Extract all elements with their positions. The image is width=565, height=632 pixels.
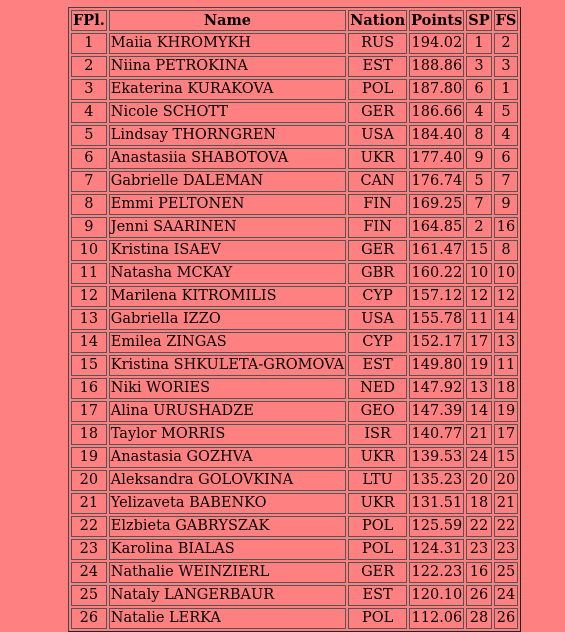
cell-points: 155.78 — [409, 309, 464, 330]
cell-nation: GER — [348, 562, 407, 583]
cell-name: Niina PETROKINA — [109, 56, 346, 77]
cell-points: 131.51 — [409, 493, 464, 514]
table-row — [71, 355, 518, 376]
cell-place: 5 — [71, 125, 107, 146]
table-row — [71, 217, 518, 238]
cell-place: 19 — [71, 447, 107, 468]
cell-sp: 11 — [466, 309, 491, 330]
cell-points: 124.31 — [409, 539, 464, 560]
header-fs: FS — [495, 12, 517, 29]
cell-place: 9 — [71, 217, 107, 238]
cell-fs: 14 — [494, 309, 519, 330]
cell-points: 152.17 — [409, 332, 464, 353]
table-row — [71, 401, 518, 422]
cell-points: 125.59 — [409, 516, 464, 537]
cell-fs: 15 — [494, 447, 519, 468]
cell-place: 7 — [71, 171, 107, 192]
header-name: Name — [109, 10, 346, 31]
table-row — [71, 332, 518, 353]
cell-nation: GBR — [348, 263, 407, 284]
cell-name: Gabriella IZZO — [109, 309, 346, 330]
cell-fs: 8 — [494, 240, 519, 261]
cell-place: 22 — [71, 516, 107, 537]
cell-place: 2 — [71, 56, 107, 77]
cell-fs: 6 — [494, 148, 519, 169]
cell-nation: POL — [348, 608, 407, 629]
cell-points: 122.23 — [409, 562, 464, 583]
cell-points: 160.22 — [409, 263, 464, 284]
cell-fs: 7 — [494, 171, 519, 192]
cell-fs: 2 — [494, 33, 519, 54]
cell-fs: 9 — [494, 194, 519, 215]
cell-nation: ISR — [348, 424, 407, 445]
cell-fs: 1 — [494, 79, 519, 100]
cell-place: 1 — [71, 33, 107, 54]
cell-nation: EST — [348, 56, 407, 77]
table-row — [71, 194, 518, 215]
cell-place: 10 — [71, 240, 107, 261]
cell-sp: 5 — [466, 171, 491, 192]
table-row — [71, 585, 518, 606]
cell-points: 194.02 — [409, 33, 464, 54]
cell-sp: 15 — [466, 240, 491, 261]
cell-name: Kristina ISAEV — [109, 240, 346, 261]
header-sp: SP — [468, 12, 490, 29]
cell-fs: 5 — [494, 102, 519, 123]
cell-place: 23 — [71, 539, 107, 560]
cell-sp: 28 — [466, 608, 491, 629]
cell-name: Yelizaveta BABENKO — [109, 493, 346, 514]
table-row — [71, 539, 518, 560]
cell-points: 176.74 — [409, 171, 464, 192]
cell-name: Karolina BIALAS — [109, 539, 346, 560]
cell-nation: CYP — [348, 332, 407, 353]
cell-fs: 21 — [494, 493, 519, 514]
cell-nation: USA — [348, 309, 407, 330]
cell-sp: 14 — [466, 401, 491, 422]
cell-points: 157.12 — [409, 286, 464, 307]
cell-name: Natalie LERKA — [109, 608, 346, 629]
header-place: FPl. — [73, 12, 105, 29]
table-row — [71, 171, 518, 192]
cell-points: 149.80 — [409, 355, 464, 376]
cell-points: 147.39 — [409, 401, 464, 422]
cell-name: Ekaterina KURAKOVA — [109, 79, 346, 100]
cell-fs: 22 — [494, 516, 519, 537]
cell-sp: 23 — [466, 539, 491, 560]
table-row — [71, 148, 518, 169]
cell-name: Aleksandra GOLOVKINA — [109, 470, 346, 491]
cell-fs: 19 — [494, 401, 519, 422]
cell-fs: 20 — [494, 470, 519, 491]
cell-sp: 24 — [466, 447, 491, 468]
cell-points: 164.85 — [409, 217, 464, 238]
header-row — [71, 10, 518, 31]
cell-place: 17 — [71, 401, 107, 422]
cell-name: Emmi PELTONEN — [109, 194, 346, 215]
cell-sp: 4 — [466, 102, 491, 123]
cell-place: 3 — [71, 79, 107, 100]
cell-nation: POL — [348, 516, 407, 537]
table-row — [71, 79, 518, 100]
cell-place: 6 — [71, 148, 107, 169]
table-row — [71, 286, 518, 307]
cell-sp: 20 — [466, 470, 491, 491]
cell-fs: 16 — [494, 217, 519, 238]
cell-place: 4 — [71, 102, 107, 123]
cell-sp: 10 — [466, 263, 491, 284]
table-row — [71, 562, 518, 583]
cell-name: Emilea ZINGAS — [109, 332, 346, 353]
cell-nation: POL — [348, 79, 407, 100]
cell-place: 24 — [71, 562, 107, 583]
cell-points: 140.77 — [409, 424, 464, 445]
cell-nation: CYP — [348, 286, 407, 307]
cell-points: 184.40 — [409, 125, 464, 146]
cell-place: 13 — [71, 309, 107, 330]
cell-nation: UKR — [348, 148, 407, 169]
cell-points: 187.80 — [409, 79, 464, 100]
cell-points: 139.53 — [409, 447, 464, 468]
cell-name: Gabrielle DALEMAN — [109, 171, 346, 192]
cell-fs: 12 — [494, 286, 519, 307]
cell-sp: 7 — [466, 194, 491, 215]
cell-nation: CAN — [348, 171, 407, 192]
table-row — [71, 309, 518, 330]
results-body — [71, 33, 518, 629]
cell-name: Kristina SHKULETA-GROMOVA — [109, 355, 346, 376]
cell-nation: USA — [348, 125, 407, 146]
cell-place: 16 — [71, 378, 107, 399]
cell-fs: 10 — [494, 263, 519, 284]
cell-fs: 23 — [494, 539, 519, 560]
cell-place: 15 — [71, 355, 107, 376]
cell-sp: 3 — [466, 56, 491, 77]
cell-nation: FIN — [348, 194, 407, 215]
cell-sp: 6 — [466, 79, 491, 100]
cell-name: Marilena KITROMILIS — [109, 286, 346, 307]
cell-sp: 17 — [466, 332, 491, 353]
cell-name: Maiia KHROMYKH — [109, 33, 346, 54]
cell-place: 12 — [71, 286, 107, 307]
cell-nation: NED — [348, 378, 407, 399]
cell-points: 161.47 — [409, 240, 464, 261]
cell-points: 177.40 — [409, 148, 464, 169]
cell-name: Jenni SAARINEN — [109, 217, 346, 238]
cell-sp: 19 — [466, 355, 491, 376]
cell-points: 186.66 — [409, 102, 464, 123]
cell-sp: 26 — [466, 585, 491, 606]
cell-nation: GER — [348, 240, 407, 261]
cell-nation: UKR — [348, 447, 407, 468]
cell-name: Nathalie WEINZIERL — [109, 562, 346, 583]
cell-nation: FIN — [348, 217, 407, 238]
table-row — [71, 56, 518, 77]
cell-fs: 4 — [494, 125, 519, 146]
cell-fs: 18 — [494, 378, 519, 399]
table-row — [71, 33, 518, 54]
cell-nation: EST — [348, 585, 407, 606]
cell-sp: 9 — [466, 148, 491, 169]
table-row — [71, 424, 518, 445]
table-row — [71, 102, 518, 123]
table-row — [71, 608, 518, 629]
cell-name: Anastasia GOZHVA — [109, 447, 346, 468]
cell-sp: 2 — [466, 217, 491, 238]
cell-nation: GER — [348, 102, 407, 123]
cell-name: Taylor MORRIS — [109, 424, 346, 445]
cell-nation: GEO — [348, 401, 407, 422]
cell-place: 25 — [71, 585, 107, 606]
cell-points: 120.10 — [409, 585, 464, 606]
cell-name: Nicole SCHOTT — [109, 102, 346, 123]
cell-points: 188.86 — [409, 56, 464, 77]
cell-sp: 8 — [466, 125, 491, 146]
cell-name: Natasha MCKAY — [109, 263, 346, 284]
cell-name: Elzbieta GABRYSZAK — [109, 516, 346, 537]
cell-nation: EST — [348, 355, 407, 376]
table-row — [71, 125, 518, 146]
cell-sp: 21 — [466, 424, 491, 445]
cell-place: 26 — [71, 608, 107, 629]
cell-name: Anastasiia SHABOTOVA — [109, 148, 346, 169]
table-row — [71, 470, 518, 491]
cell-points: 135.23 — [409, 470, 464, 491]
cell-points: 147.92 — [409, 378, 464, 399]
table-row — [71, 516, 518, 537]
cell-fs: 26 — [494, 608, 519, 629]
cell-points: 169.25 — [409, 194, 464, 215]
cell-points: 112.06 — [409, 608, 464, 629]
cell-sp: 12 — [466, 286, 491, 307]
cell-place: 18 — [71, 424, 107, 445]
table-row — [71, 447, 518, 468]
cell-fs: 17 — [494, 424, 519, 445]
cell-sp: 1 — [466, 33, 491, 54]
header-points: Points — [411, 12, 463, 29]
cell-nation: UKR — [348, 493, 407, 514]
cell-fs: 3 — [494, 56, 519, 77]
cell-sp: 18 — [466, 493, 491, 514]
table-row — [71, 493, 518, 514]
table-row — [71, 378, 518, 399]
cell-sp: 13 — [466, 378, 491, 399]
table-row — [71, 263, 518, 284]
cell-name: Alina URUSHADZE — [109, 401, 346, 422]
cell-fs: 24 — [494, 585, 519, 606]
cell-nation: LTU — [348, 470, 407, 491]
cell-nation: POL — [348, 539, 407, 560]
cell-place: 14 — [71, 332, 107, 353]
cell-place: 11 — [71, 263, 107, 284]
cell-fs: 25 — [494, 562, 519, 583]
cell-sp: 22 — [466, 516, 491, 537]
cell-sp: 16 — [466, 562, 491, 583]
cell-fs: 13 — [494, 332, 519, 353]
cell-name: Nataly LANGERBAUR — [109, 585, 346, 606]
cell-nation: RUS — [348, 33, 407, 54]
results-table — [68, 7, 521, 632]
cell-fs: 11 — [494, 355, 519, 376]
cell-place: 20 — [71, 470, 107, 491]
cell-place: 21 — [71, 493, 107, 514]
cell-name: Lindsay THORNGREN — [109, 125, 346, 146]
header-nation: Nation — [350, 12, 406, 29]
cell-name: Niki WORIES — [109, 378, 346, 399]
table-row — [71, 240, 518, 261]
cell-place: 8 — [71, 194, 107, 215]
